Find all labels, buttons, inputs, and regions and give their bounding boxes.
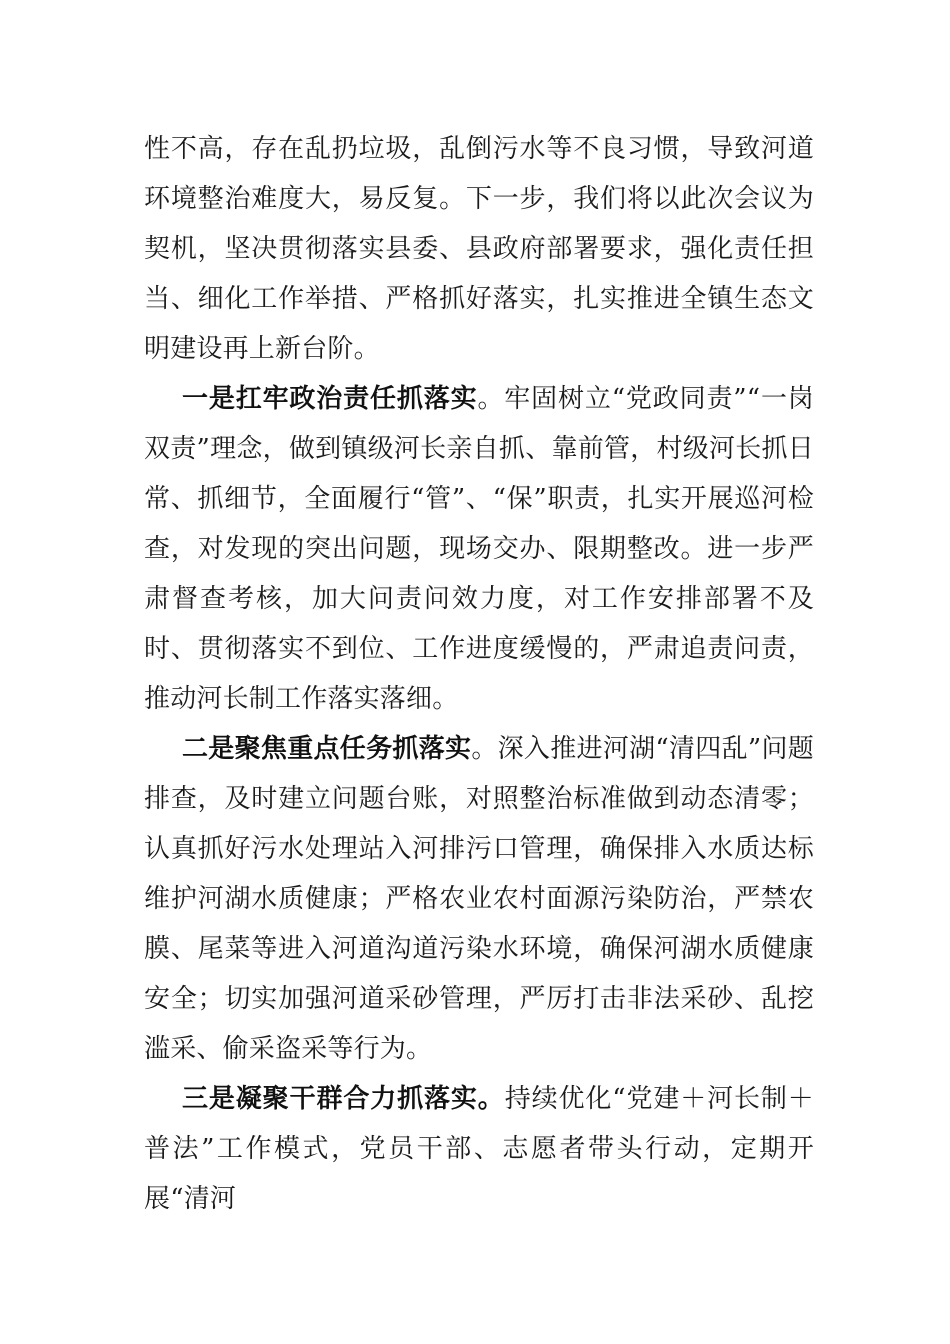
paragraph-text: 性不高，存在乱扔垃圾，乱倒污水等不良习惯，导致河道环境整治难度大，易反复。下一步，我们将以此次会议为契机，坚决贯彻落实县委、县政府部署要求，强化责任担当、细化工作举措、严格抓好落实，扎实推进全镇生态文明建设再上新台阶。 (144, 134, 814, 364)
paragraph-text: 。深入推进河湖“清四乱”问题排查，及时建立问题台账，对照整治标准做到动态清零；认真抓好污水处理站入河排污口管理，确保排入水质达标维护河湖水质健康；严格农业农村面源污染防治，严禁农膜、尾菜等进入河道沟道污染水环境，确保河湖水质健康安全；切实加强河道采砂管理，严厉打击非法采砂、乱挖滥采、偷采盗采等行为。 (144, 734, 815, 1064)
paragraph-lead: 三是凝聚干群合力抓落实。 (182, 1084, 505, 1114)
paragraph-text: 。牢固树立“党政同责”“一岗双责”理念，做到镇级河长亲自抓、靠前管，村级河长抓日常、抓细节，全面履行“管”、“保”职责，扎实开展巡河检查，对发现的突出问题，现场交办、限期整改。进一步严肃督查考核，加大问责问效力度，对工作安排部署不及时、贯彻落实不到位、工作进度缓慢的，严肃追责问责，推动河长制工作落实落细。 (144, 384, 814, 714)
paragraph-text: 持续优化“党建＋河长制＋普法”工作模式，党员干部、志愿者带头行动，定期开展“清河 (144, 1084, 814, 1214)
paragraph-lead: 二是聚焦重点任务抓落实 (182, 734, 472, 764)
paragraph-political-responsibility (144, 374, 814, 724)
paragraph-continuation (144, 124, 814, 374)
paragraph-joint-effort (144, 1074, 814, 1224)
document-body (144, 124, 814, 1224)
paragraph-lead: 一是扛牢政治责任抓落实 (182, 384, 478, 414)
paragraph-key-tasks (144, 724, 814, 1074)
